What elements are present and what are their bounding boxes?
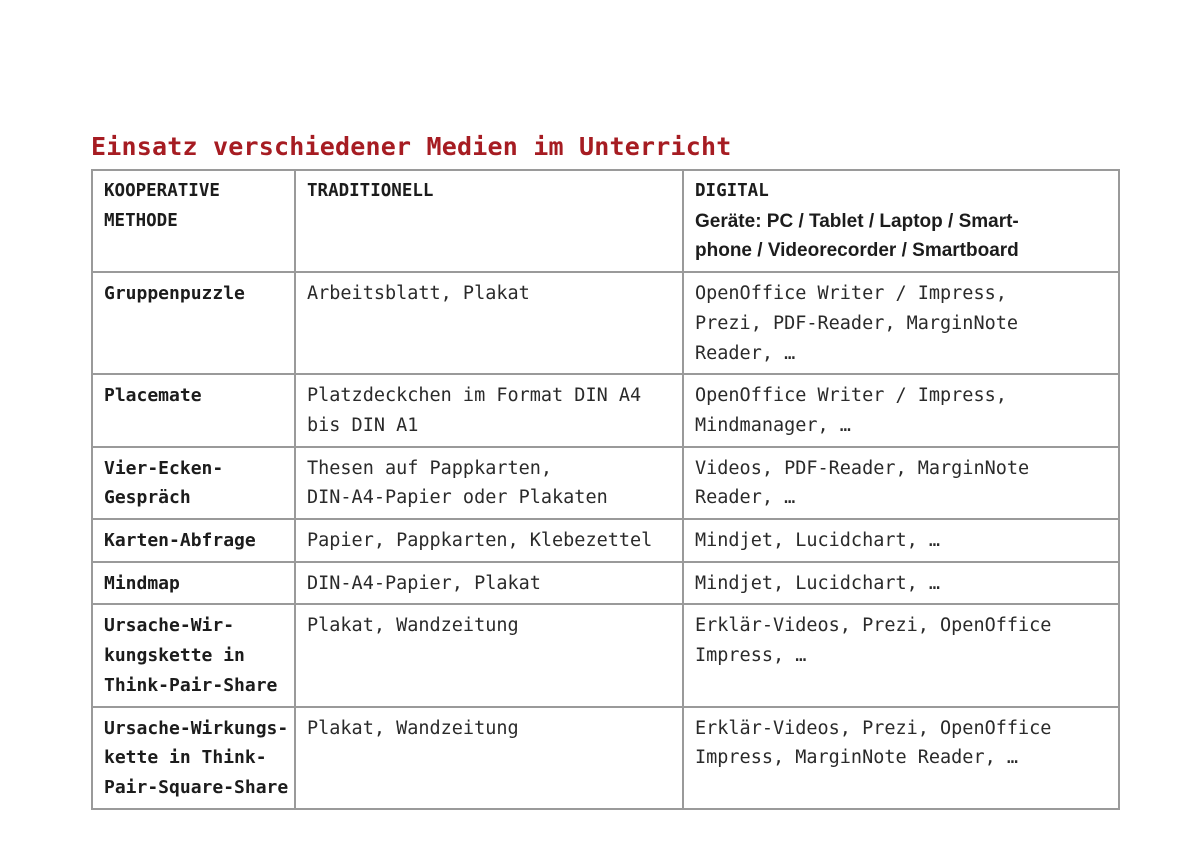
method-cell-line: Placemate (104, 385, 202, 407)
method-cell-line: Think-Pair-Share (104, 674, 278, 696)
method-cell-line: Pair-Square-Share (104, 776, 289, 798)
header-digital-label: DIGITAL (695, 181, 769, 201)
digital-cell (683, 562, 1119, 605)
traditional-cell (295, 519, 683, 562)
method-cell-line: Karten-Abfrage (104, 530, 256, 552)
digital-cell-line: Mindmanager, … (695, 414, 851, 436)
digital-cell-line: Videos, PDF-Reader, MarginNote (695, 457, 1030, 479)
digital-cell-line: Prezi, PDF-Reader, MarginNote (695, 312, 1019, 334)
header-digital (683, 170, 1119, 272)
traditional-cell-line: DIN-A4-Papier, Plakat (307, 572, 541, 594)
traditional-cell-line: Plakat, Wandzeitung (307, 717, 519, 739)
digital-cell-line: Reader, … (695, 487, 796, 509)
traditional-cell-line: Plakat, Wandzeitung (307, 615, 519, 637)
header-method (92, 170, 295, 272)
digital-cell (683, 447, 1119, 519)
method-cell (92, 447, 295, 519)
header-devices-line1: Geräte: PC / Tablet / Laptop / Smart- (695, 210, 1019, 232)
table-row (92, 374, 1119, 446)
method-cell (92, 272, 295, 374)
header-traditional (295, 170, 683, 272)
digital-cell (683, 374, 1119, 446)
digital-cell-line: Impress, … (695, 645, 807, 667)
traditional-cell (295, 447, 683, 519)
digital-cell (683, 272, 1119, 374)
digital-cell-line: OpenOffice Writer / Impress, (695, 385, 1007, 407)
method-cell-line: Mindmap (104, 572, 180, 594)
digital-cell-line: Reader, … (695, 342, 796, 364)
method-cell (92, 707, 295, 809)
media-table (91, 169, 1120, 810)
header-devices-line2: phone / Videorecorder / Smartboard (695, 240, 1019, 262)
traditional-cell (295, 707, 683, 809)
method-cell-line: Gespräch (104, 487, 191, 509)
digital-cell-line: Erklär-Videos, Prezi, OpenOffice (695, 615, 1052, 637)
digital-cell (683, 707, 1119, 809)
media-table-body (92, 170, 1119, 809)
traditional-cell-line: Papier, Pappkarten, Klebezettel (307, 530, 653, 552)
digital-cell-line: Erklär-Videos, Prezi, OpenOffice (695, 717, 1052, 739)
traditional-cell (295, 272, 683, 374)
digital-cell-line: Impress, MarginNote Reader, … (695, 747, 1019, 769)
traditional-cell (295, 604, 683, 706)
traditional-cell-line: bis DIN A1 (307, 414, 419, 436)
digital-cell-line: Mindjet, Lucidchart, … (695, 572, 941, 594)
method-cell (92, 519, 295, 562)
table-row (92, 272, 1119, 374)
digital-cell-line: OpenOffice Writer / Impress, (695, 283, 1007, 305)
table-row (92, 707, 1119, 809)
table-row (92, 519, 1119, 562)
method-cell-line: Gruppenpuzzle (104, 283, 245, 305)
method-cell (92, 374, 295, 446)
traditional-cell (295, 562, 683, 605)
traditional-cell-line: Thesen auf Pappkarten, (307, 457, 553, 479)
page-title: Einsatz verschiedener Medien im Unterricht (91, 131, 732, 161)
header-method-line2: METHODE (104, 210, 178, 231)
traditional-cell-line: Arbeitsblatt, Plakat (307, 283, 530, 305)
header-method-line1: KOOPERATIVE (104, 181, 220, 201)
method-cell-line: kungskette in (104, 645, 245, 667)
header-traditional-label: TRADITIONELL (307, 181, 434, 201)
method-cell-line: Ursache-Wir- (104, 615, 235, 637)
table-row (92, 604, 1119, 706)
digital-cell (683, 519, 1119, 562)
digital-cell (683, 604, 1119, 706)
traditional-cell-line: DIN-A4-Papier oder Plakaten (307, 487, 608, 509)
method-cell-line: kette in Think- (104, 747, 267, 769)
method-cell (92, 604, 295, 706)
traditional-cell (295, 374, 683, 446)
method-cell-line: Ursache-Wirkungs- (104, 717, 289, 739)
method-cell-line: Vier-Ecken- (104, 457, 224, 479)
traditional-cell-line: Platzdeckchen im Format DIN A4 (307, 385, 642, 407)
digital-cell-line: Mindjet, Lucidchart, … (695, 530, 941, 552)
header-row (92, 170, 1119, 272)
table-row (92, 447, 1119, 519)
table-row (92, 562, 1119, 605)
method-cell (92, 562, 295, 605)
